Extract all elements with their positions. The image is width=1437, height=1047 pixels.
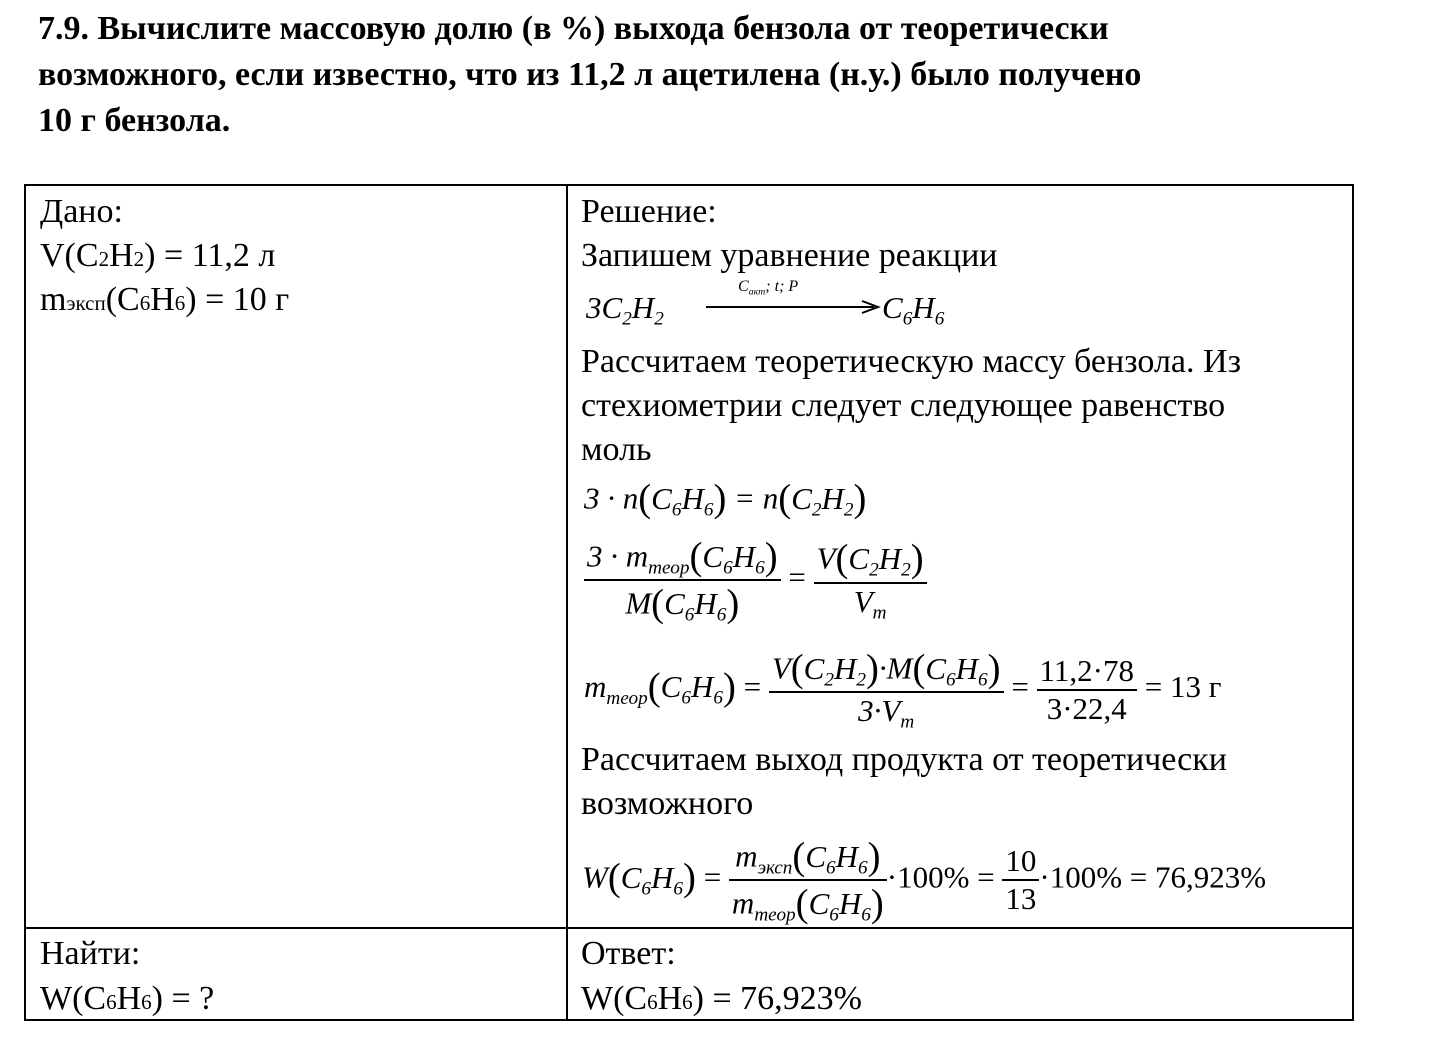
solution-table: Дано: V(C2H2) = 11,2 л mэксп(C6H6) = 10 г Найти: W(C6H6) = ? Решение: Запишем уравнение реакции $3C_2H_2$ $C_{акт}$; t; P $C_6H_6$ Рассчитаем теоретическую массу бензола. Из стехиометрии следует следующее равенство моль $3 \cdot n(C_6H_6) = n(C_2H_2)$ $\frac{3 \cdot m_{теор}(C_6H_6)}{M(C_6H_6)}$ = $\frac{V(C_2H_2)}{V_m}$ $m_{теор}(C_6H_6)$ = $\frac{V(C_2H_2)\cdot M(C_6H_6)}{3\cdot V_m}$ = $\frac{11,2\cdot 78}{3\cdot 22,4}$ = 13 г Рассчитаем выход продукта от теоретически возможного $W(C_6H_6)$ = $\frac{m_{эксп}(C_6H_6)}{m_{теор}(C_6H_6)}$ ·100% = $\frac{10}{13}$ ·100% = 76,923% Ответ: W(C6H6) = 76,923% — [24, 184, 1354, 1021]
solution-step-3-line-1: Рассчитаем выход продукта от теоретически — [581, 741, 1227, 778]
column-divider — [566, 186, 568, 1019]
answer-heading: Ответ: — [581, 935, 676, 972]
row-divider — [26, 927, 1352, 929]
equation-mass-volume: $\frac{3 \cdot m_{теор}(C_6H_6)}{M(C_6H_6)}$ = $\frac{V(C_2H_2)}{V_m}$ — [584, 534, 927, 627]
given-heading: Дано: — [40, 193, 123, 230]
given-mass: mэксп(C6H6) = 10 г — [40, 281, 290, 318]
reaction-conditions: $C_{акт}$; t; P — [738, 278, 799, 298]
find-heading: Найти: — [40, 935, 141, 972]
solution-step-2-line-3: моль — [581, 431, 652, 468]
reaction-arrow-icon — [706, 300, 882, 314]
solution-step-1: Запишем уравнение реакции — [581, 237, 998, 274]
problem-line-3: 10 г бензола. — [38, 102, 231, 139]
find-target: W(C6H6) = ? — [40, 980, 215, 1017]
equation-theoretical-mass: $m_{теор}(C_6H_6)$ = $\frac{V(C_2H_2)\cdot M(C_6H_6)}{3\cdot V_m}$ = $\frac{11,2\cdot 78}{3\cdot 22,4}$ = 13 г — [584, 647, 1222, 734]
equation-mole-ratio: $3 \cdot n(C_6H_6) = n(C_2H_2)$ — [584, 477, 867, 521]
equation-yield: $W(C_6H_6)$ = $\frac{m_{эксп}(C_6H_6)}{m_{теор}(C_6H_6)}$ ·100% = $\frac{10}{13}$ ·100% = 76,923% — [582, 835, 1267, 926]
problem-line-1: 7.9. Вычислите массовую долю (в %) выхода бензола от теоретически — [38, 10, 1109, 47]
solution-step-2-line-2: стехиометрии следует следующее равенство — [581, 387, 1226, 424]
problem-line-2: возможного, если известно, что из 11,2 л ацетилена (н.у.) было получено — [38, 56, 1142, 93]
answer-value: W(C6H6) = 76,923% — [581, 980, 862, 1017]
problem-statement — [38, 6, 1368, 144]
solution-step-2-line-1: Рассчитаем теоретическую массу бензола. Из — [581, 343, 1241, 380]
solution-heading: Решение: — [581, 193, 717, 230]
given-volume: V(C2H2) = 11,2 л — [40, 237, 276, 274]
solution-step-3-line-2: возможного — [581, 785, 754, 822]
